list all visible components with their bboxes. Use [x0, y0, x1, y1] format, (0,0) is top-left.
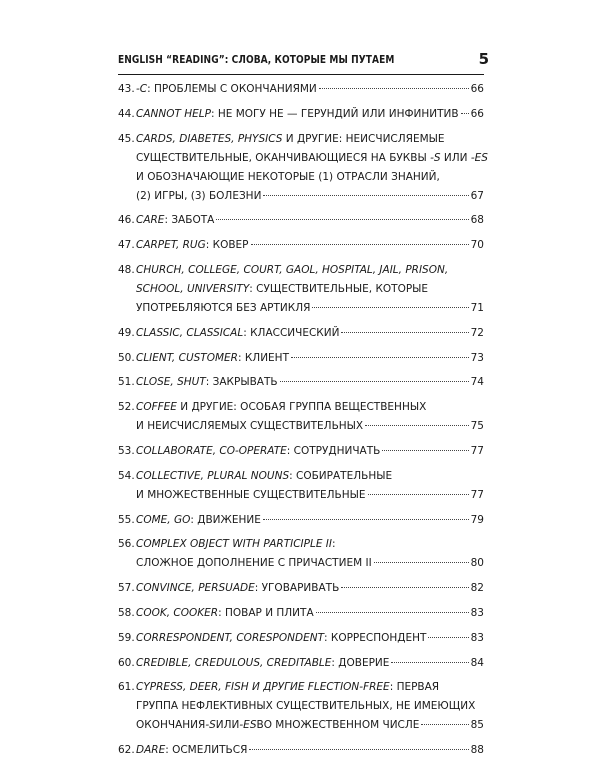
- entry-title: [136, 678, 484, 735]
- entry-line: [136, 716, 484, 735]
- english-term: COME, GO: [136, 513, 191, 526]
- entry-title: [136, 629, 484, 648]
- russian-text: : ПОВАР И ПЛИТА: [218, 607, 314, 619]
- russian-text: : ЗАБОТА: [164, 214, 215, 227]
- russian-text: И МНОЖЕСТВЕННЫЕ СУЩЕСТВИТЕЛЬНЫЕ: [136, 488, 366, 501]
- english-term: COLLECTIVE, PLURAL NOUNS: [136, 469, 290, 482]
- english-term: CARPET, RUG: [136, 239, 206, 252]
- entry-title: [136, 80, 484, 99]
- entry-title: [136, 442, 484, 461]
- dot-leader: [249, 749, 468, 750]
- entry-line: [136, 604, 484, 623]
- dot-leader: [280, 381, 469, 382]
- entry-line: [136, 629, 484, 648]
- entry-page-number: 68: [470, 214, 484, 227]
- dot-leader: [421, 724, 468, 725]
- russian-text: СУЩЕСТВИТЕЛЬНЫЕ, ОКАНЧИВАЮЩИЕСЯ НА БУКВЫ: [136, 151, 431, 164]
- entry-page-number: 77: [470, 445, 484, 457]
- entry-title: [136, 349, 484, 368]
- entry-number: 51.: [118, 376, 135, 389]
- entry-number: 48.: [118, 264, 135, 276]
- entry-line: [136, 280, 484, 299]
- entry-line: [136, 678, 484, 697]
- toc-entry[interactable]: [118, 604, 484, 623]
- english-term: COLLABORATE, CO-OPERATE: [136, 445, 287, 457]
- entry-title: [136, 105, 484, 124]
- dot-leader: [374, 562, 469, 563]
- russian-text: И ОБОЗНАЧАЮЩИЕ НЕКОТОРЫЕ (1) ОТРАСЛИ ЗНАНИЙ,: [136, 170, 440, 183]
- entry-number: 43.: [118, 83, 135, 95]
- entry-page-number: 73: [470, 351, 484, 364]
- entry-line: [136, 211, 484, 230]
- russian-text: : ДВИЖЕНИЕ: [190, 513, 261, 526]
- entry-line: [136, 398, 484, 417]
- toc-entry[interactable]: [118, 261, 484, 318]
- toc-entry[interactable]: [118, 349, 484, 368]
- english-term: CLASSIC, CLASSICAL: [136, 326, 244, 339]
- entry-line: [136, 105, 484, 124]
- entry-line: [136, 511, 484, 530]
- russian-text: ВО МНОЖЕСТВЕННОМ ЧИСЛЕ: [256, 719, 420, 732]
- entry-page-number: 83: [470, 607, 484, 619]
- russian-text: ИЛИ: [215, 719, 240, 732]
- entry-line: [136, 324, 484, 343]
- toc-entry[interactable]: [118, 211, 484, 230]
- entry-page-number: 85: [470, 719, 484, 732]
- dot-leader: [263, 519, 469, 520]
- dot-leader: [263, 195, 468, 196]
- russian-text: ГРУППА НЕФЛЕКТИВНЫХ СУЩЕСТВИТЕЛЬНЫХ, НЕ ИМЕЮЩИХ: [136, 700, 476, 713]
- english-term: CANNOT HELP: [136, 107, 211, 120]
- russian-text: : СУЩЕСТВИТЕЛЬНЫЕ, КОТОРЫЕ: [249, 283, 429, 295]
- entry-page-number: 88: [470, 744, 484, 757]
- english-term: COMPLEX OBJECT WITH PARTICIPLE II: [136, 538, 332, 551]
- header-rule: [118, 74, 484, 75]
- english-term: -ES: [470, 151, 488, 164]
- english-term: SCHOOL, UNIVERSITY: [136, 283, 250, 295]
- entry-page-number: 72: [470, 326, 484, 339]
- toc-entry[interactable]: [118, 105, 484, 124]
- entry-title: [136, 261, 484, 318]
- entry-page-number: 70: [470, 239, 484, 252]
- entry-line: [136, 535, 484, 554]
- entry-line: [136, 654, 484, 673]
- entry-line: [136, 442, 484, 461]
- running-header: [118, 50, 489, 70]
- entry-title: [136, 324, 484, 343]
- dot-leader: [365, 425, 469, 426]
- entry-title: [136, 130, 488, 206]
- russian-text: И НЕИСЧИСЛЯЕМЫХ СУЩЕСТВИТЕЛЬНЫХ: [136, 420, 364, 433]
- entry-page-number: 71: [470, 302, 484, 314]
- english-term: CLIENT, CUSTOMER: [136, 351, 238, 364]
- dot-leader: [316, 612, 469, 613]
- dot-leader: [368, 494, 469, 495]
- english-term: -С: [136, 83, 148, 95]
- entry-line: [136, 373, 484, 392]
- entry-title: [136, 741, 484, 760]
- entry-title: [136, 211, 484, 230]
- russian-text: : СОБИРАТЕЛЬНЫЕ: [289, 469, 393, 482]
- entry-number: 56.: [118, 538, 135, 551]
- russian-text: И ДРУГИЕ: НЕИСЧИСЛЯЕМЫЕ: [282, 132, 445, 145]
- entry-title: [136, 579, 484, 598]
- english-term: CYPRESS, DEER, FISH И ДРУГИЕ FLECTION-FREE: [136, 681, 390, 694]
- russian-text: И ДРУГИЕ: ОСОБАЯ ГРУППА ВЕЩЕСТВЕННЫХ: [176, 401, 427, 414]
- russian-text: : КОВЕР: [205, 239, 249, 252]
- entry-title: [136, 236, 484, 255]
- toc-entry[interactable]: [118, 324, 484, 343]
- russian-text: ОКОНЧАНИЯ: [136, 719, 206, 732]
- toc-entry[interactable]: [118, 629, 484, 648]
- entry-number: 58.: [118, 607, 135, 619]
- russian-text: : ОСМЕЛИТЬСЯ: [165, 744, 248, 757]
- dot-leader: [461, 113, 469, 114]
- toc-entry[interactable]: [118, 236, 484, 255]
- entry-line: [136, 554, 484, 573]
- page-number: 5: [478, 50, 489, 68]
- entry-line: [136, 349, 484, 368]
- entry-number: 53.: [118, 445, 135, 457]
- toc-entry[interactable]: [118, 467, 484, 505]
- entry-title: [136, 373, 484, 392]
- dot-leader: [428, 637, 468, 638]
- toc-entry[interactable]: [118, 442, 484, 461]
- toc-entry[interactable]: [118, 511, 484, 530]
- entry-number: 44.: [118, 107, 135, 120]
- russian-text: : УГОВАРИВАТЬ: [254, 582, 340, 595]
- dot-leader: [291, 357, 469, 358]
- entry-title: [136, 467, 484, 505]
- russian-text: :: [331, 538, 336, 551]
- english-term: CARE: [136, 214, 165, 227]
- entry-title: [136, 398, 484, 436]
- entry-line: [136, 486, 484, 505]
- toc-entry[interactable]: [118, 535, 484, 573]
- entry-number: 57.: [118, 582, 135, 595]
- dot-leader: [341, 332, 468, 333]
- entry-line: [136, 579, 484, 598]
- header-title: ENGLISH “READING”: СЛОВА, КОТОРЫЕ МЫ ПУТАЕМ: [118, 54, 395, 66]
- entry-line: [136, 299, 484, 318]
- entry-page-number: 66: [470, 83, 484, 95]
- russian-text: : КЛАССИЧЕСКИЙ: [243, 326, 340, 339]
- entry-page-number: 83: [470, 631, 484, 644]
- dot-leader: [391, 662, 468, 663]
- entry-line: [136, 236, 484, 255]
- dot-leader: [382, 450, 468, 451]
- russian-text: : КЛИЕНТ: [237, 351, 289, 364]
- entry-number: 46.: [118, 214, 135, 227]
- entry-number: 61.: [118, 681, 135, 694]
- entry-line: [136, 697, 484, 716]
- entry-page-number: 67: [470, 189, 484, 202]
- entry-number: 50.: [118, 351, 135, 364]
- entry-line: [136, 168, 484, 187]
- entry-line: [136, 467, 484, 486]
- dot-leader: [312, 307, 468, 308]
- entry-number: 55.: [118, 513, 135, 526]
- entry-page-number: 77: [470, 488, 484, 501]
- entry-title: [136, 511, 484, 530]
- dot-leader: [319, 88, 469, 89]
- entry-title: [136, 654, 484, 673]
- toc-entry[interactable]: [118, 373, 484, 392]
- russian-text: : ЗАКРЫВАТЬ: [205, 376, 278, 389]
- entry-title: [136, 604, 484, 623]
- entry-page-number: 66: [470, 107, 484, 120]
- entry-page-number: 84: [470, 656, 484, 669]
- entry-line: [136, 130, 484, 149]
- english-term: DARE: [136, 744, 166, 757]
- entry-page-number: 75: [470, 420, 484, 433]
- entry-line: [136, 187, 484, 206]
- russian-text: : ПРОБЛЕМЫ С ОКОНЧАНИЯМИ: [147, 83, 317, 95]
- russian-text: (2) ИГРЫ, (3) БОЛЕЗНИ: [136, 189, 262, 202]
- entry-number: 47.: [118, 239, 135, 252]
- entry-number: 52.: [118, 401, 135, 414]
- russian-text: : НЕ МОГУ НЕ — ГЕРУНДИЙ ИЛИ ИНФИНИТИВ: [210, 107, 459, 120]
- russian-text: УПОТРЕБЛЯЮТСЯ БЕЗ АРТИКЛЯ: [136, 302, 311, 314]
- russian-text: ИЛИ: [440, 151, 471, 164]
- entry-page-number: 80: [470, 557, 484, 570]
- russian-text: : КОРРЕСПОНДЕНТ: [324, 631, 427, 644]
- russian-text: : СОТРУДНИЧАТЬ: [286, 445, 381, 457]
- entry-line: [136, 149, 488, 168]
- entry-number: 60.: [118, 656, 135, 669]
- toc-entry[interactable]: [118, 130, 488, 206]
- english-term: CARDS, DIABETES, PHYSICS: [136, 132, 283, 145]
- toc-entry[interactable]: [118, 741, 484, 760]
- english-term: -ES: [239, 719, 257, 732]
- dot-leader: [216, 219, 468, 220]
- entry-number: 49.: [118, 326, 135, 339]
- english-term: -S: [205, 719, 216, 732]
- entry-line: [136, 261, 484, 280]
- entry-number: 62.: [118, 744, 135, 757]
- toc-entry[interactable]: [118, 579, 484, 598]
- entry-number: 54.: [118, 469, 135, 482]
- entry-page-number: 82: [470, 582, 484, 595]
- toc-entry[interactable]: [118, 654, 484, 673]
- toc-entry[interactable]: [118, 80, 484, 99]
- entry-line: [136, 741, 484, 760]
- english-term: CORRESPONDENT, CORESPONDENT: [136, 631, 324, 644]
- entry-number: 59.: [118, 631, 135, 644]
- english-term: -S: [430, 151, 441, 164]
- english-term: CREDIBLE, CREDULOUS, CREDITABLE: [136, 656, 332, 669]
- toc-entry[interactable]: [118, 398, 484, 436]
- toc-entry[interactable]: [118, 678, 484, 735]
- entry-line: [136, 417, 484, 436]
- english-term: CONVINCE, PERSUADE: [136, 582, 255, 595]
- english-term: COFFEE: [136, 401, 177, 414]
- entry-line: [136, 80, 484, 99]
- russian-text: СЛОЖНОЕ ДОПОЛНЕНИЕ С ПРИЧАСТИЕМ II: [136, 557, 372, 570]
- dot-leader: [341, 587, 468, 588]
- russian-text: : ПЕРВАЯ: [389, 681, 440, 694]
- dot-leader: [251, 244, 469, 245]
- english-term: CLOSE, SHUT: [136, 376, 206, 389]
- english-term: CHURCH, COLLEGE, COURT, GAOL, HOSPITAL, JAIL, PRISON,: [136, 264, 449, 276]
- entry-page-number: 79: [470, 513, 484, 526]
- russian-text: : ДОВЕРИЕ: [331, 656, 390, 669]
- entry-title: [136, 535, 484, 573]
- entry-number: 45.: [118, 132, 135, 145]
- english-term: COOK, COOKER: [136, 607, 219, 619]
- entry-page-number: 74: [470, 376, 484, 389]
